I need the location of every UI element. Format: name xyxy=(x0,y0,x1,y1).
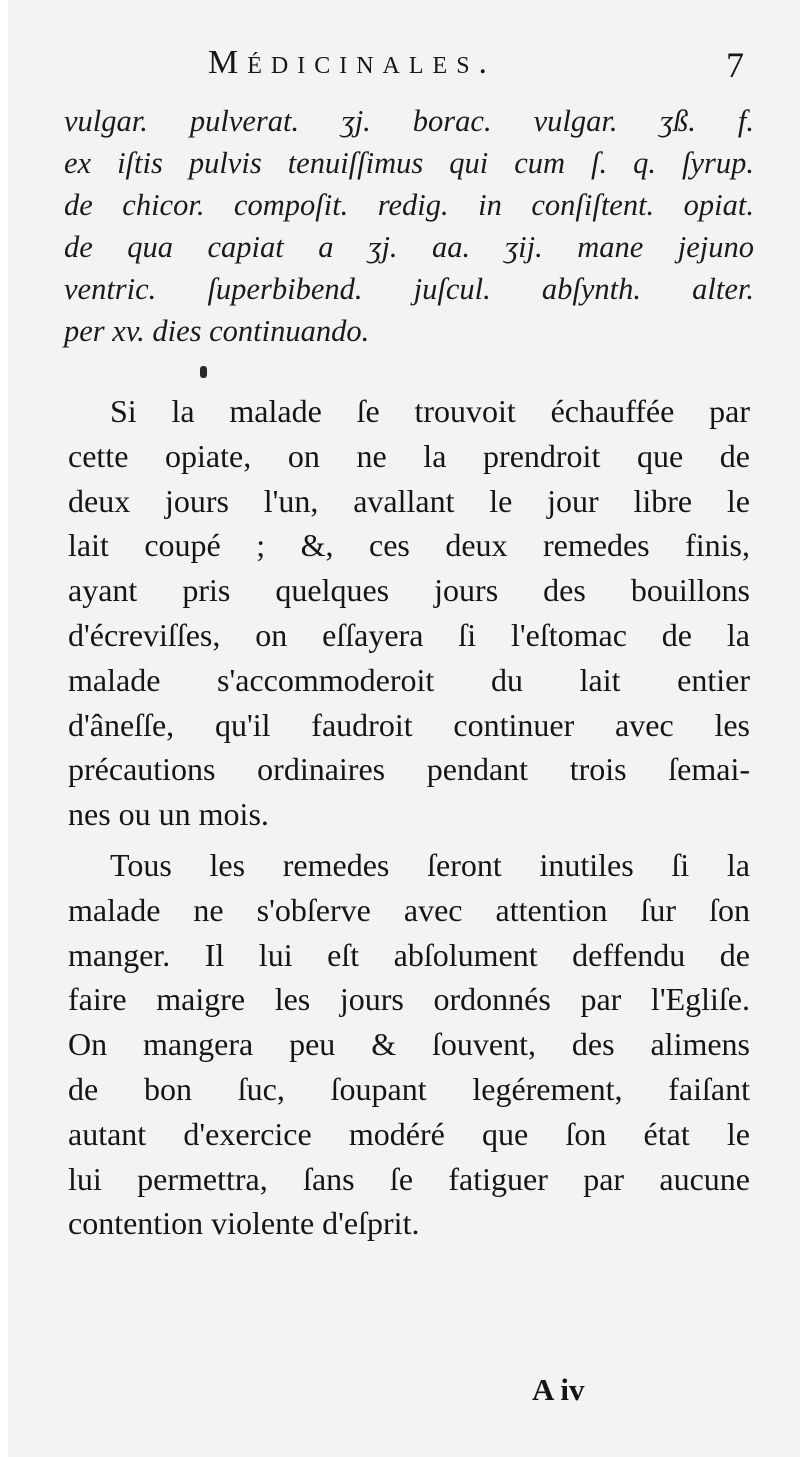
text-line: cette opiate, on ne la prendroit que de xyxy=(68,437,750,474)
paragraph xyxy=(68,843,750,1246)
text-line: On mangera peu & ſouvent, des alimens xyxy=(68,1026,750,1063)
ink-mark xyxy=(200,366,207,378)
paragraph xyxy=(68,389,750,837)
text-line: lui permettra, ſans ſe fatiguer par aucune xyxy=(68,1160,750,1197)
text-line: d'âneſſe, qu'il faudroit continuer avec les xyxy=(68,706,750,743)
text-line: lait coupé ; &, ces deux remedes finis, xyxy=(68,527,750,564)
page-left-margin xyxy=(0,0,8,1457)
text-line: ventric. ſuperbibend. juſcul. abſynth. alter. xyxy=(64,272,754,306)
running-title: Médicinales. xyxy=(208,44,497,81)
book-page xyxy=(8,0,800,1457)
text-line: Si la malade ſe trouvoit échauffée par xyxy=(110,393,750,429)
latin-prescription xyxy=(64,100,754,352)
text-line: ayant pris quelques jours des bouillons xyxy=(68,572,750,609)
text-line: Tous les remedes ſeront inutiles ſi la xyxy=(110,846,750,883)
text-line: précautions ordinaires pendant trois ſemai- xyxy=(68,751,750,788)
text-line: de chicor. compoſit. redig. in conſiſtent. opiat. xyxy=(64,188,754,222)
text-line: ex iſtis pulvis tenuiſſimus qui cum ſ. q. ſyrup. xyxy=(64,146,754,180)
text-line: autant d'exercice modéré que ſon état le xyxy=(68,1115,750,1152)
text-line: malade ne s'obſerve avec attention ſur ſon xyxy=(68,891,750,928)
text-line: per xv. dies continuando. xyxy=(64,314,370,348)
text-line: de qua capiat a ʒj. aa. ʒij. mane jejuno xyxy=(64,230,754,264)
text-line: vulgar. pulverat. ʒj. borac. vulgar. ʒß. f. xyxy=(64,104,754,138)
text-line: deux jours l'un, avallant le jour libre le xyxy=(68,482,750,519)
text-line: faire maigre les jours ordonnés par l'Egliſe. xyxy=(68,981,750,1018)
page-header xyxy=(58,44,748,96)
page-number: 7 xyxy=(726,45,744,85)
text-line: de bon ſuc, ſoupant legérement, faiſant xyxy=(68,1070,750,1107)
text-line: malade s'accommoderoit du lait entier xyxy=(68,661,750,698)
signature-mark: A iv xyxy=(532,1372,585,1407)
text-line: manger. Il lui eſt abſolument deffendu de xyxy=(68,936,750,973)
text-line: contention violente d'eſprit. xyxy=(68,1205,420,1242)
text-line: nes ou un mois. xyxy=(68,796,269,833)
body-text xyxy=(68,389,750,1246)
text-line: d'écreviſſes, on eſſayera ſi l'eſtomac de la xyxy=(68,616,750,653)
